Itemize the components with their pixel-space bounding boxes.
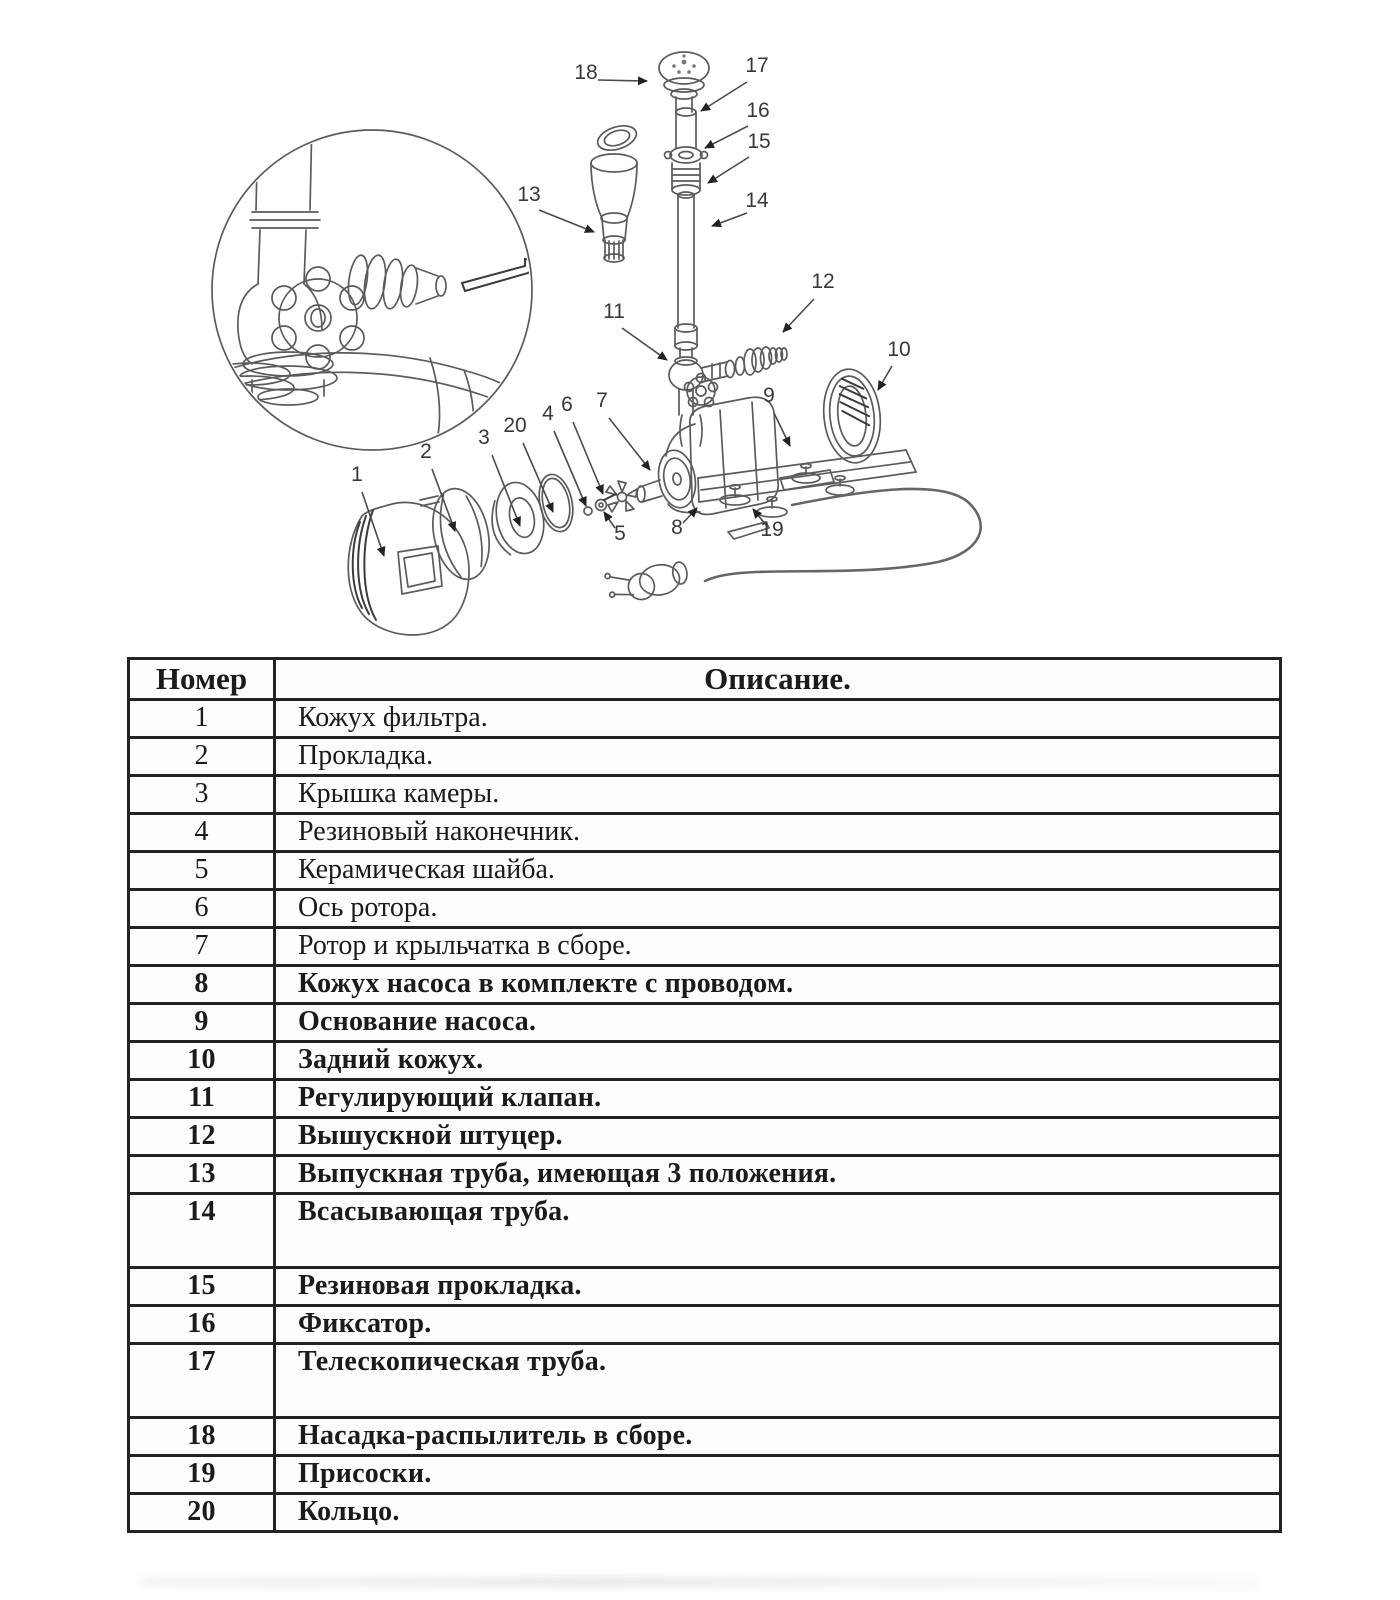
power-plug	[605, 561, 690, 604]
part-description: Прокладка.	[275, 738, 1281, 776]
table-row-part-4	[129, 814, 1281, 852]
part-number: 5	[129, 852, 275, 890]
table-row-part-13	[129, 1156, 1281, 1194]
part-number: 17	[129, 1344, 275, 1418]
part-description: Резиновая прокладка.	[275, 1268, 1281, 1306]
rubber-tip	[584, 507, 592, 515]
part-description: Резиновый наконечник.	[275, 814, 1281, 852]
part-description: Присоски.	[275, 1456, 1281, 1494]
part-description: Выпускная труба, имеющая 3 положения.	[275, 1156, 1281, 1194]
table-row-part-8	[129, 966, 1281, 1004]
callout-line-7	[609, 418, 650, 470]
part-number: 1	[129, 700, 275, 738]
callout-label-14: 14	[745, 189, 769, 212]
inset-hose-barb	[346, 254, 446, 310]
pump-base	[698, 450, 916, 502]
table-row-part-6	[129, 890, 1281, 928]
part-number: 6	[129, 890, 275, 928]
part-number: 20	[129, 1494, 275, 1532]
parts-table	[127, 657, 1282, 1533]
table-row-part-18	[129, 1418, 1281, 1456]
part-description: Основание насоса.	[275, 1004, 1281, 1042]
table-row-part-9	[129, 1004, 1281, 1042]
callout-line-14	[712, 213, 747, 226]
exploded-diagram	[0, 0, 1400, 650]
inset-pump-body	[206, 353, 548, 492]
fixator-clamp	[665, 147, 708, 163]
callout-line-10	[878, 366, 892, 390]
o-ring	[534, 471, 577, 534]
callout-label-7: 7	[596, 389, 608, 412]
callout-label-9: 9	[763, 384, 775, 407]
part-number: 10	[129, 1042, 275, 1080]
part-number: 9	[129, 1004, 275, 1042]
part-description: Фиксатор.	[275, 1306, 1281, 1344]
table-row-part-14	[129, 1194, 1281, 1268]
callout-label-16: 16	[746, 99, 770, 122]
callout-label-5: 5	[614, 522, 626, 545]
part-description: Кольцо.	[275, 1494, 1281, 1532]
callout-line-18	[598, 80, 647, 81]
callout-label-10: 10	[887, 338, 911, 361]
part-description: Кожух насоса в комплекте с проводом.	[275, 966, 1281, 1004]
callout-line-15	[708, 157, 749, 183]
part-description: Кожух фильтра.	[275, 700, 1281, 738]
part-description: Регулирующий клапан.	[275, 1080, 1281, 1118]
rear-cover	[819, 366, 885, 465]
part-number: 3	[129, 776, 275, 814]
callout-label-6: 6	[561, 393, 573, 416]
part-number: 12	[129, 1118, 275, 1156]
callout-line-2	[432, 469, 455, 531]
callout-label-2: 2	[420, 440, 432, 463]
part-number: 2	[129, 738, 275, 776]
rubber-gasket-part	[672, 163, 700, 195]
spray-head	[659, 52, 709, 112]
table-row-part-11	[129, 1080, 1281, 1118]
table-header-row	[129, 659, 1281, 700]
rotor-axis-pin	[604, 494, 616, 500]
outlet-tube-assembly	[591, 121, 639, 262]
part-description: Задний кожух.	[275, 1042, 1281, 1080]
part-description: Вышускной штуцер.	[275, 1118, 1281, 1156]
table-row-part-17	[129, 1344, 1281, 1418]
table-row-part-2	[129, 738, 1281, 776]
callout-label-1: 1	[351, 463, 363, 486]
table-row-part-12	[129, 1118, 1281, 1156]
callout-label-4: 4	[542, 402, 554, 425]
part-number: 8	[129, 966, 275, 1004]
part-description: Ось ротора.	[275, 890, 1281, 928]
callout-label-11: 11	[603, 300, 625, 323]
callout-line-6	[573, 422, 603, 494]
inset-detail-circle	[206, 118, 548, 492]
part-description: Керамическая шайба.	[275, 852, 1281, 890]
table-row-part-1	[129, 700, 1281, 738]
part-number: 19	[129, 1456, 275, 1494]
part-number: 13	[129, 1156, 275, 1194]
part-description: Ротор и крыльчатка в сборе.	[275, 928, 1281, 966]
col-header-number: Номер	[129, 659, 275, 700]
callout-label-12: 12	[811, 270, 835, 293]
callout-label-17: 17	[745, 54, 769, 77]
callout-label-18: 18	[574, 61, 598, 84]
ceramic-washer	[596, 500, 607, 511]
callout-label-13: 13	[517, 183, 541, 206]
table-row-part-16	[129, 1306, 1281, 1344]
part-description: Телескопическая труба.	[275, 1344, 1281, 1418]
filter-housing	[348, 496, 469, 635]
part-number: 14	[129, 1194, 275, 1268]
callout-line-11	[622, 328, 667, 360]
callout-labels	[351, 54, 911, 556]
scan-artifact	[140, 1577, 1260, 1587]
part-number: 4	[129, 814, 275, 852]
table-row-part-15	[129, 1268, 1281, 1306]
callout-line-13	[539, 210, 594, 232]
callout-line-16	[705, 126, 748, 148]
table-row-part-19	[129, 1456, 1281, 1494]
table-row-part-7	[129, 928, 1281, 966]
table-row-part-20	[129, 1494, 1281, 1532]
col-header-description: Описание.	[275, 659, 1281, 700]
callout-label-3: 3	[478, 426, 490, 449]
table-row-part-10	[129, 1042, 1281, 1080]
callout-line-12	[783, 299, 814, 332]
part-number: 16	[129, 1306, 275, 1344]
part-description: Всасывающая труба.	[275, 1194, 1281, 1268]
suction-tube	[675, 192, 697, 358]
callout-label-15: 15	[747, 130, 771, 153]
callout-label-19: 19	[760, 518, 784, 541]
part-number: 7	[129, 928, 275, 966]
table-row-part-5	[129, 852, 1281, 890]
callout-label-20: 20	[503, 414, 527, 437]
callout-label-8: 8	[671, 516, 683, 539]
telescopic-tube	[676, 108, 696, 148]
gasket	[425, 483, 497, 584]
rotor-impeller	[606, 480, 662, 512]
part-number: 11	[129, 1080, 275, 1118]
outlet-fitting	[736, 347, 788, 375]
part-number: 15	[129, 1268, 275, 1306]
part-description: Насадка-распылитель в сборе.	[275, 1418, 1281, 1456]
part-number: 18	[129, 1418, 275, 1456]
table-row-part-3	[129, 776, 1281, 814]
part-description: Крышка камеры.	[275, 776, 1281, 814]
diagram-drawing	[0, 0, 1400, 650]
callout-line-8	[683, 508, 697, 523]
callout-line-17	[701, 82, 747, 111]
